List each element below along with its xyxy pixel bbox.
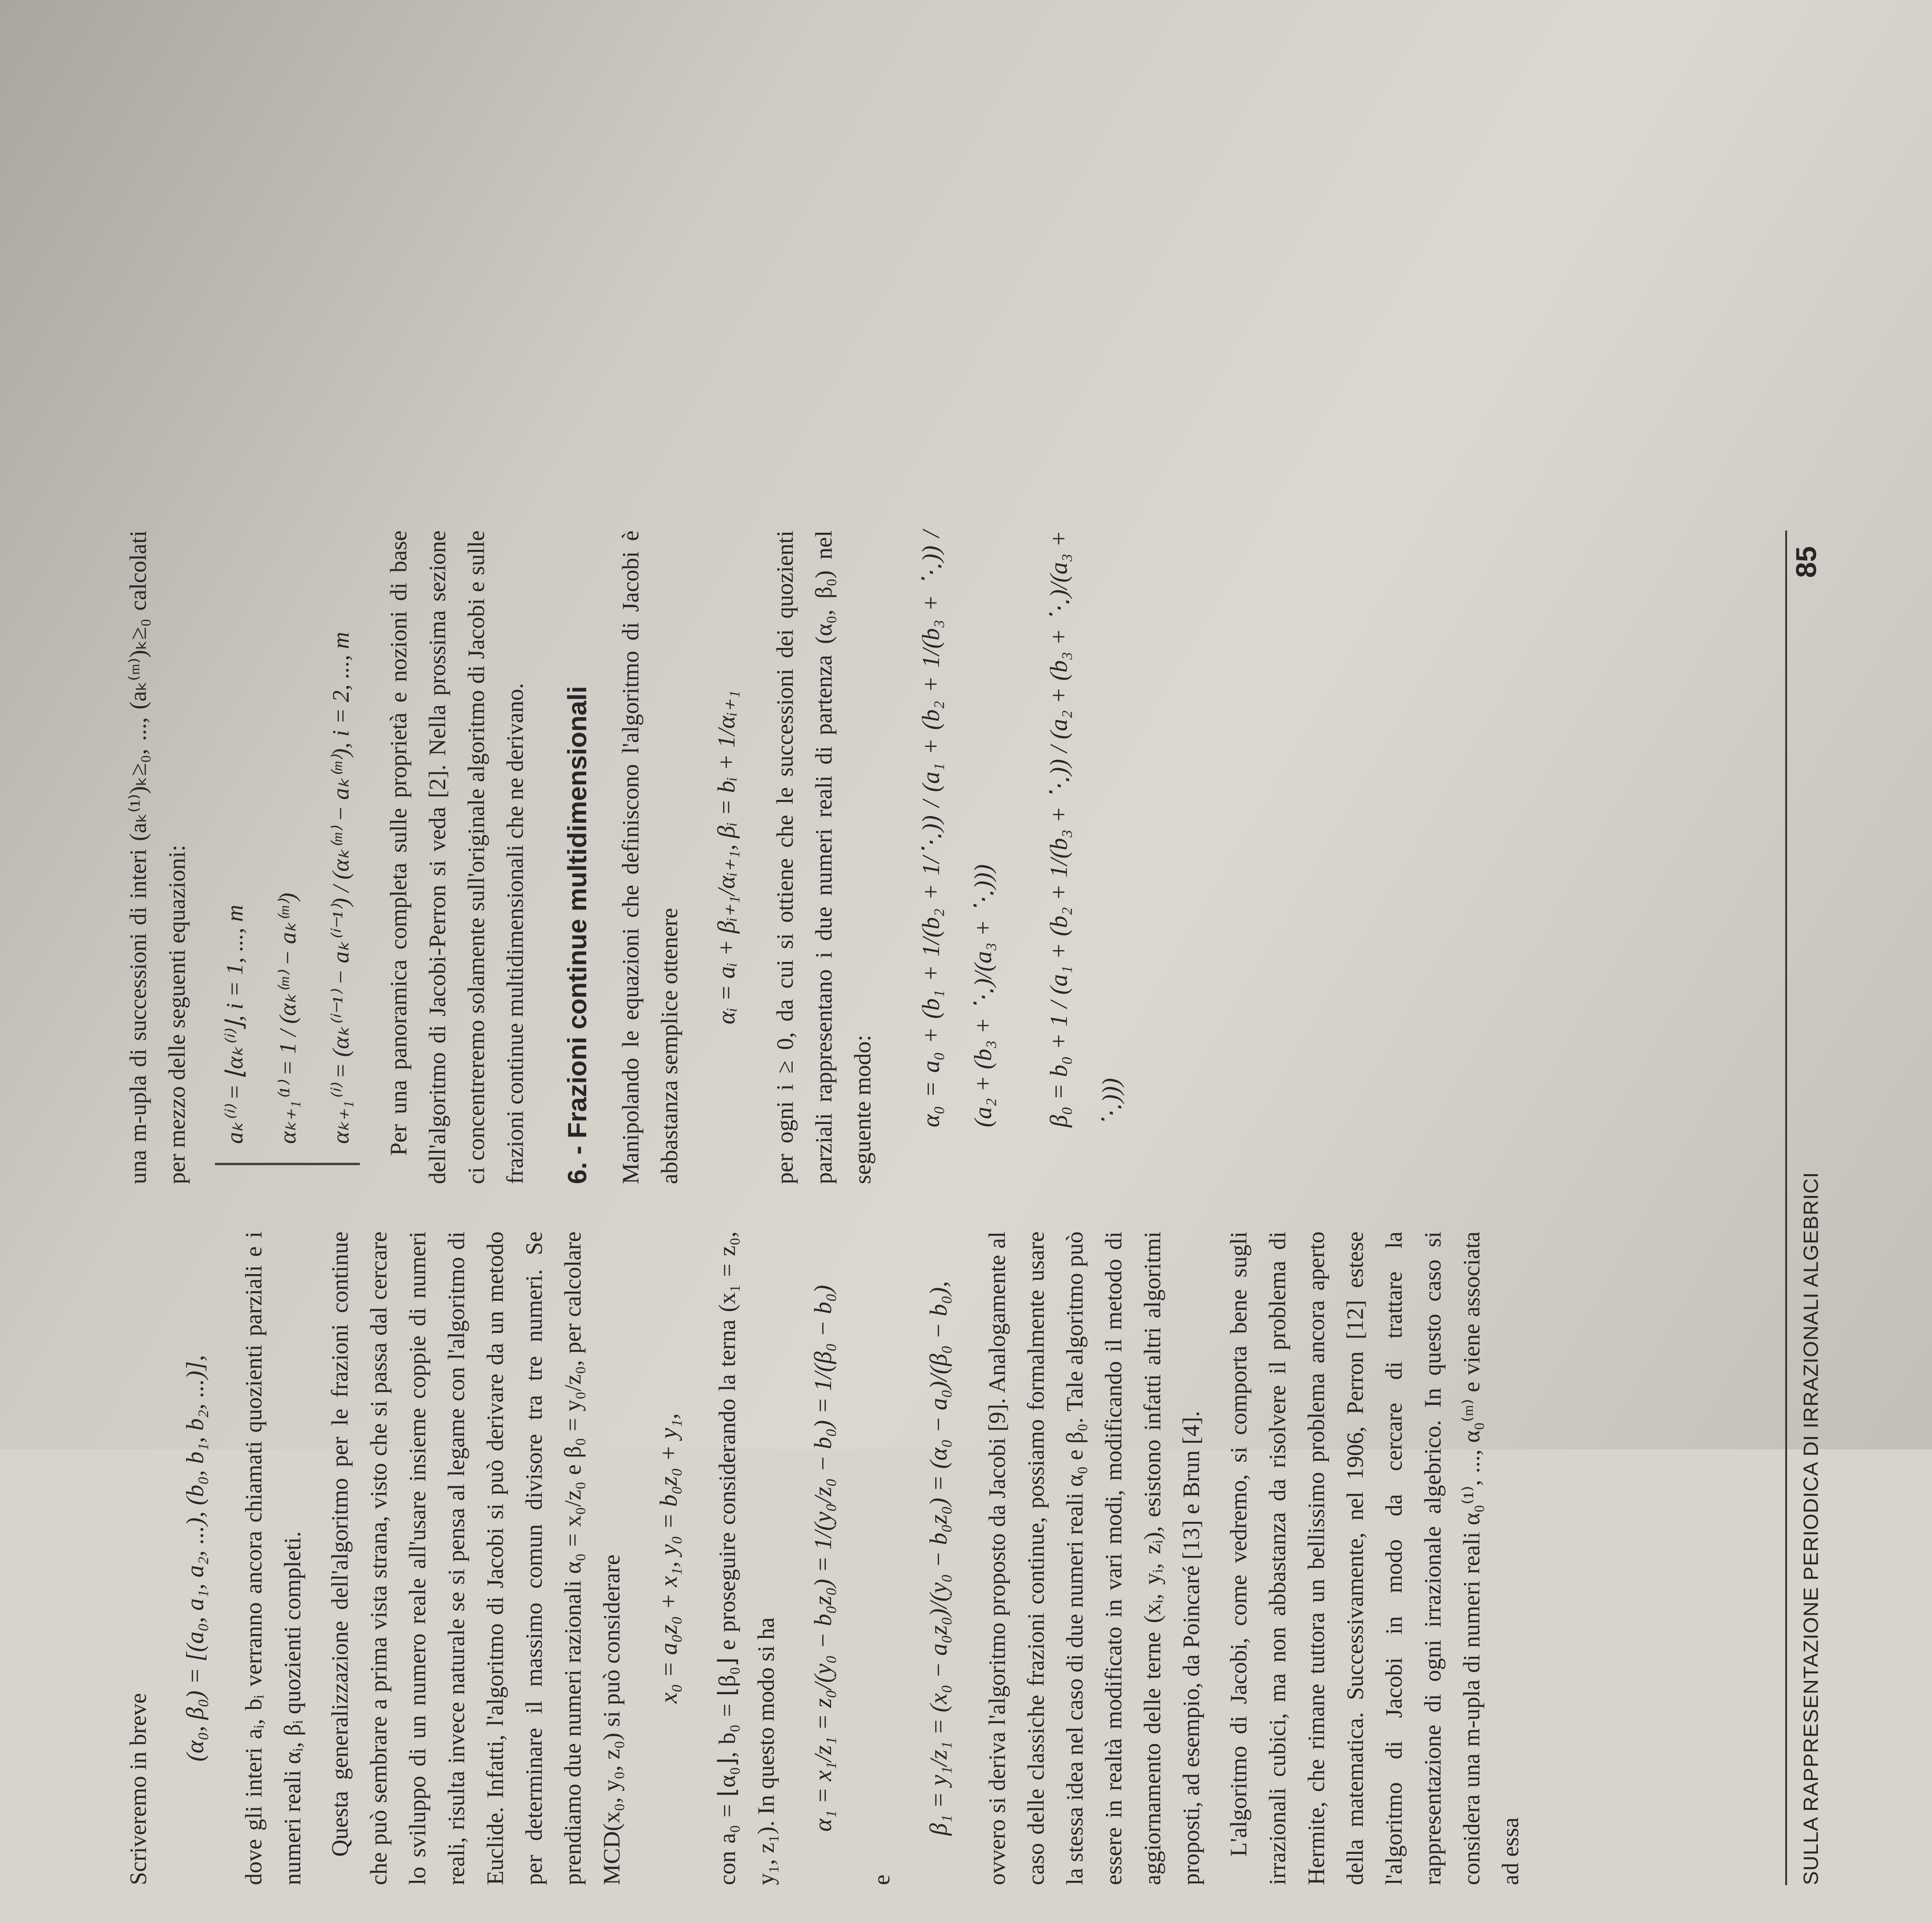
book-page: [19, 502, 1913, 1923]
equation-manipolate: αᵢ = aᵢ + βᵢ₊₁/αᵢ₊₁, βᵢ = bᵢ + 1/αᵢ₊₁: [713, 690, 740, 1024]
paragraph-mupla: una m-upla di successioni di interi (aₖ⁽¹⁾)ₖ≥₀, ..., (aₖ⁽ᵐ⁾)ₖ≥₀ calcolati per mezzo delle seguenti equazioni:: [125, 530, 190, 1184]
system-line-2: αₖ₊₁⁽¹⁾ = 1 / (αₖ⁽ᵐ⁾ − aₖ⁽ᵐ⁾): [274, 892, 301, 1144]
label-e: e: [868, 1874, 894, 1885]
page-number: 85: [1790, 546, 1822, 578]
continued-fraction-alpha: α₀ = a₀ + (b₁ + 1/(b₂ + 1/⋱)) / (a₁ + (b₂ + 1/(b₃ + ⋱)) / (a₂ + (b₃ + ⋱)/(a₃ + ⋱))): [918, 530, 997, 1127]
system-line-1: aₖ⁽ⁱ⁾ = ⌊αₖ⁽ⁱ⁾⌋, i = 1, ..., m: [221, 905, 248, 1144]
running-title: SULLA RAPPRESENTAZIONE PERIODICA DI IRRAZIONALI ALGEBRICI: [1799, 1171, 1823, 1885]
equation-mcd: x₀ = a₀z₀ + x₁, y₀ = b₀z₀ + y₁,: [655, 1413, 682, 1704]
footer-rule: [1785, 530, 1787, 1885]
paragraph-con: con a₀ = ⌊α₀⌋, b₀ = ⌊β₀⌋ e proseguire considerando la terna (x₁ = z₀, y₁, z₁). In questo modo si ha: [714, 1231, 779, 1885]
continued-fraction-beta: β₀ = b₀ + 1 / (a₁ + (b₂ + 1/(b₃ + ⋱)) / (a₂ + (b₃ + ⋱)/(a₃ + ⋱))): [1046, 530, 1125, 1127]
equation-system: [215, 530, 360, 1165]
equation-alpha1: α₁ = x₁/z₁ = z₀/(y₀ − b₀z₀) = 1/(y₀/z₀ − b₀) = 1/(β₀ − b₀): [810, 1285, 837, 1832]
equation-beta1: β₁ = y₁/z₁ = (x₀ − a₀z₀)/(y₀ − b₀z₀) = (α₀ − a₀)/(β₀ − b₀),: [925, 1281, 952, 1836]
equation-notation: (α₀, β₀) = [(a₀, a₁, a₂, ...), (b₀, b₁, b₂, ...)],: [182, 1355, 209, 1762]
system-line-3: αₖ₊₁⁽ⁱ⁾ = (αₖ⁽ⁱ⁻¹⁾ − aₖ⁽ⁱ⁻¹⁾) / (αₖ⁽ᵐ⁾ − aₖ⁽ᵐ⁾), i = 2, ..., m: [327, 632, 354, 1144]
paragraph-ovvero: ovvero si deriva l'algoritmo proposto da Jacobi [9]. Analogamente al caso delle classiche frazioni continue, possiamo formalmente usare la stessa idea nel caso di due numeri reali α₀ e β₀. Tale algoritmo può essere in realtà modificato in vari modi, modificando il metodo di aggiornamento delle terne (xᵢ, yᵢ, zᵢ), esistono infatti altri algoritmi proposti, ad esempio, da Poincaré [13] e Brun [4].: [984, 1231, 1204, 1885]
paragraph-algoritmo-jacobi: L'algoritmo di Jacobi, come vedremo, si comporta bene sugli irrazionali cubici, ma non abbastanza da risolvere il problema di Hermite, che rimane tuttora un bellissimo problema ancora aperto della matematica. Successivamente, nel 1906, Perron [12] estese l'algoritmo di Jacobi in modo da cercare di trattare la rappresentazione di ogni irrazionale algebrico. In questo caso si considera una m-upla di numeri reali α₀⁽¹⁾, ..., α₀⁽ᵐ⁾ e viene associata ad essa: [1225, 1231, 1523, 1885]
section-heading: 6. - Frazioni continue multidimensionali: [562, 686, 592, 1184]
paragraph-per-ogni: per ogni i ≥ 0, da cui si ottiene che le successioni dei quozienti parziali rappresentano i due numeri reali di partenza (α₀, β₀) nel seguente modo:: [771, 530, 876, 1184]
paragraph-manipolando: Manipolando le equazioni che definiscono l'algoritmo di Jacobi è abbastanza semplice ottenere: [617, 530, 682, 1184]
paragraph-panoramica: Per una panoramica completa sulle proprietà e nozioni di base dell'algoritmo di Jacobi-Perron si veda [2]. Nella prossima sezione ci concentreremo solamente sull'originale algoritmo di Jacobi e sulle frazioni continue multidimensionali che ne derivano.: [385, 530, 528, 1184]
paragraph-dove: dove gli interi aᵢ, bᵢ verranno ancora chiamati quozienti parziali e i numeri reali αᵢ, βᵢ quozienti completi.: [240, 1231, 305, 1885]
right-column: [118, 530, 1161, 1184]
paragraph-generalizzazione: Questa generalizzazione dell'algoritmo per le frazioni continue che può sembrare a prima vista strana, visto che si passa dal cercare lo sviluppo di un numero reale all'usare insieme coppie di numeri reali, risulta invece naturale se si pensa al legame con l'algoritmo di Euclide. Infatti, l'algoritmo di Jacobi si può derivare da un metodo per determinare il massimo comun divisore tra tre numeri. Se prendiamo due numeri razionali α₀ = x₀/z₀ e β₀ = y₀/z₀, per calcolare MCD(x₀, y₀, z₀) si può considerare: [326, 1231, 625, 1885]
intro-text: Scriveremo in breve: [125, 1693, 151, 1885]
left-column: [118, 1231, 1538, 1885]
